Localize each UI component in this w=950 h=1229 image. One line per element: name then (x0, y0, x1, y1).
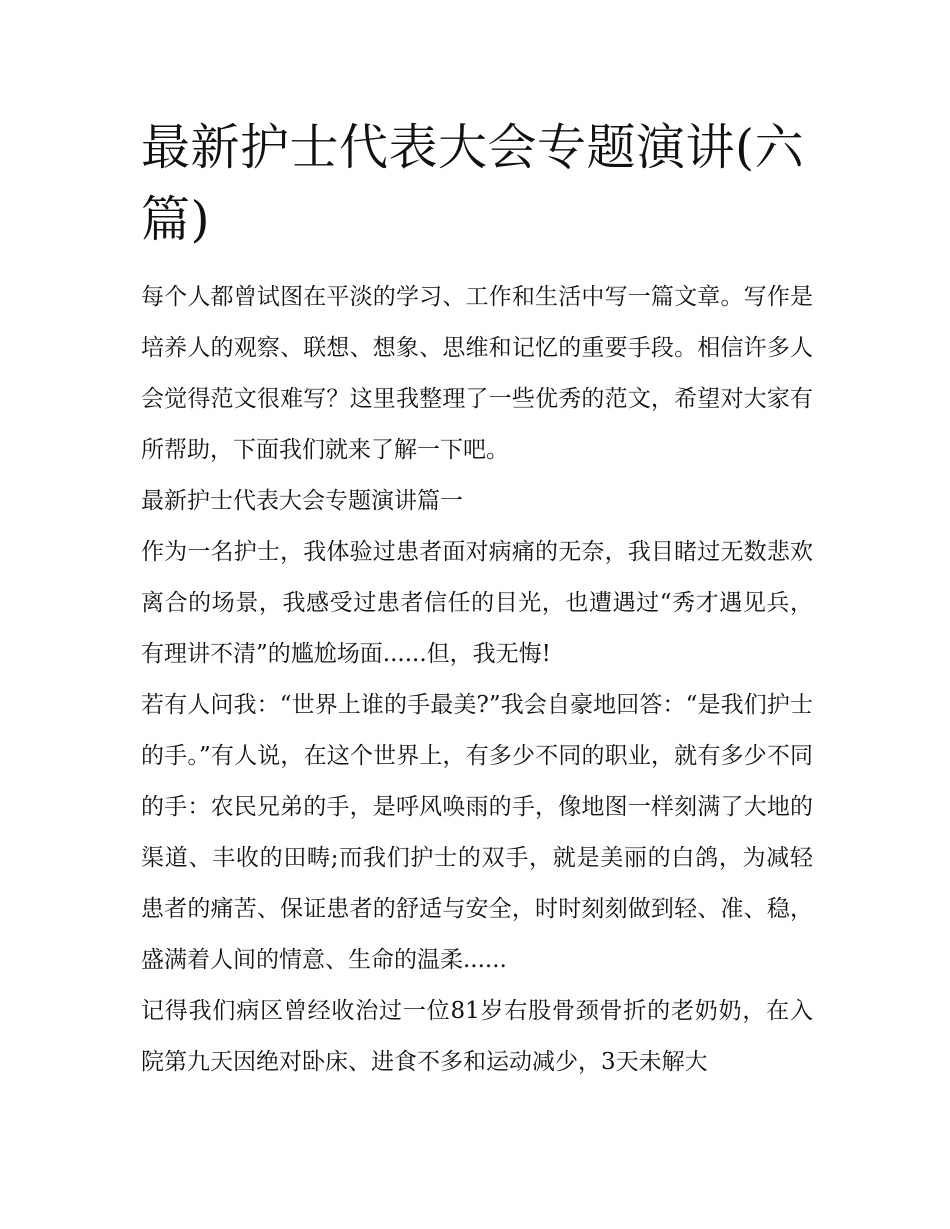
intro-paragraph: 每个人都曾试图在平淡的学习、工作和生活中写一篇文章。写作是培养人的观察、联想、想象、思维和记忆的重要手段。相信许多人会觉得范文很难写？这里我整理了一些优秀的范文，希望对大家有所帮助，下面我们就来了解一下吧。 (141, 284, 813, 463)
section-heading: 最新护士代表大会专题演讲篇一 (141, 488, 463, 514)
document-page (141, 112, 813, 1088)
body-paragraph: 若有人问我：“世界上谁的手最美?”我会自豪地回答：“是我们护士的手。”有人说，在这个世界上，有多少不同的职业，就有多少不同的手：农民兄弟的手，是呼风唤雨的手，像地图一样刻满了大地的渠道、丰收的田畴;而我们护士的双手，就是美丽的白鸽，为减轻患者的痛苦、保证患者的舒适与安全，时时刻刻做到轻、准、稳，盛满着人间的情意、生命的温柔...... (141, 692, 813, 973)
body-paragraph: 记得我们病区曾经收治过一位81岁右股骨颈骨折的老奶奶，在入院第九天因绝对卧床、进食不多和运动减少，3天未解大 (141, 998, 813, 1075)
body-paragraph: 作为一名护士，我体验过患者面对病痛的无奈，我目睹过无数悲欢离合的场景，我感受过患者信任的目光，也遭遇过“秀才遇见兵，有理讲不清”的尴尬场面......但，我无悔! (141, 539, 813, 667)
document-title: 最新护士代表大会专题演讲(六篇) (141, 119, 805, 248)
